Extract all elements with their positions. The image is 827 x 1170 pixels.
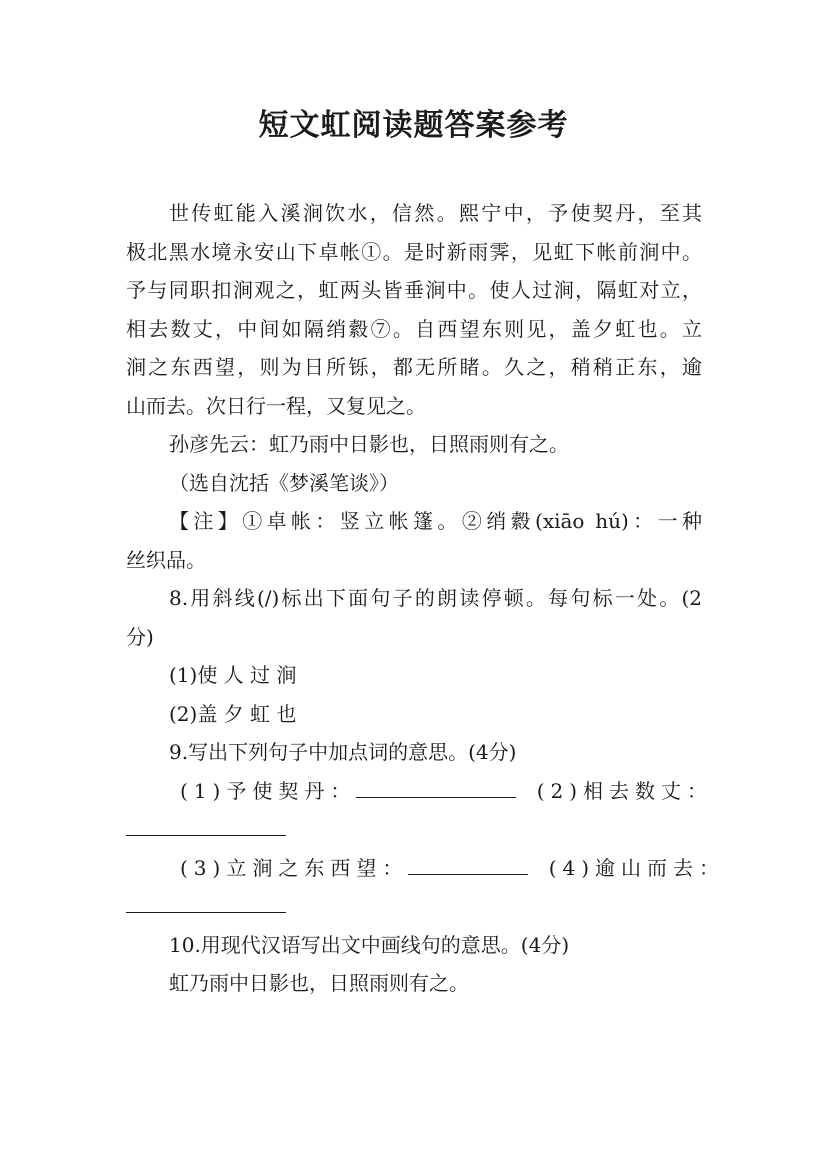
question-8	[126, 579, 702, 618]
page-title: 短文虹阅读题答案参考	[258, 108, 569, 143]
passage-paragraph-cont	[126, 233, 702, 426]
annotation-line: 【注】①卓帐：竖立帐篷。②绡縠(xiāo hú)：一种	[169, 509, 702, 533]
passage-source: （选自沈括《梦溪笔谈》）	[169, 470, 399, 495]
passage-line: 予与同职扣涧观之，虹两头皆垂涧中。使人过涧，隔虹对立，	[126, 278, 702, 302]
passage-line: 世传虹能入溪涧饮水，信然。熙宁中，予使契丹，至其	[169, 201, 702, 225]
question-10: 10.用现代汉语写出文中画线句的意思。(4分)	[169, 932, 570, 957]
question-9-item-1: (1)予使契丹：	[180, 778, 357, 803]
document-body	[126, 194, 726, 1003]
annotation	[126, 502, 702, 541]
question-9-row-2	[126, 849, 726, 888]
question-9: 9.写出下列句子中加点词的意思。(4分)	[169, 740, 517, 764]
question-9-row-1-cont	[126, 810, 702, 849]
passage-line: 极北黑水境永安山下卓帐①。是时新雨霁，见虹下帐前涧中。	[126, 239, 702, 264]
question-9-item-3: (3)立涧之东西望：	[180, 855, 409, 880]
question-9-row-1	[126, 772, 714, 811]
question-9-item-4: (4)逾山而去：	[548, 855, 726, 880]
passage-paragraph	[126, 194, 702, 233]
question-8-item-1: (1)使 人 过 涧	[169, 663, 297, 687]
answer-blank[interactable]	[408, 856, 528, 875]
answer-blank[interactable]	[356, 779, 516, 798]
question-10-sentence: 虹乃雨中日影也，日照雨则有之。	[169, 971, 469, 995]
question-9-item-2: (2)相去数丈：	[536, 778, 714, 803]
question-8-item-2: (2)盖 夕 虹 也	[169, 701, 297, 726]
answer-blank[interactable]	[126, 894, 286, 913]
passage-quote: 孙彦先云：虹乃雨中日影也，日照雨则有之。	[169, 432, 569, 456]
passage-line: 相去数丈，中间如隔绡縠⑦。自西望东则见，盖夕虹也。立	[126, 316, 702, 341]
question-8-cont: 分)	[126, 624, 154, 649]
passage-line: 山而去。次日行一程，又复见之。	[126, 393, 426, 418]
answer-blank[interactable]	[126, 817, 286, 836]
annotation-cont: 丝织品。	[126, 547, 206, 572]
question-8-line: 8.用斜线(/)标出下面句子的朗读停顿。每句标一处。(2	[169, 586, 702, 610]
question-9-row-2-cont	[126, 887, 702, 926]
passage-line: 涧之东西望，则为日所铄，都无所睹。久之，稍稍正东，逾	[126, 355, 702, 379]
